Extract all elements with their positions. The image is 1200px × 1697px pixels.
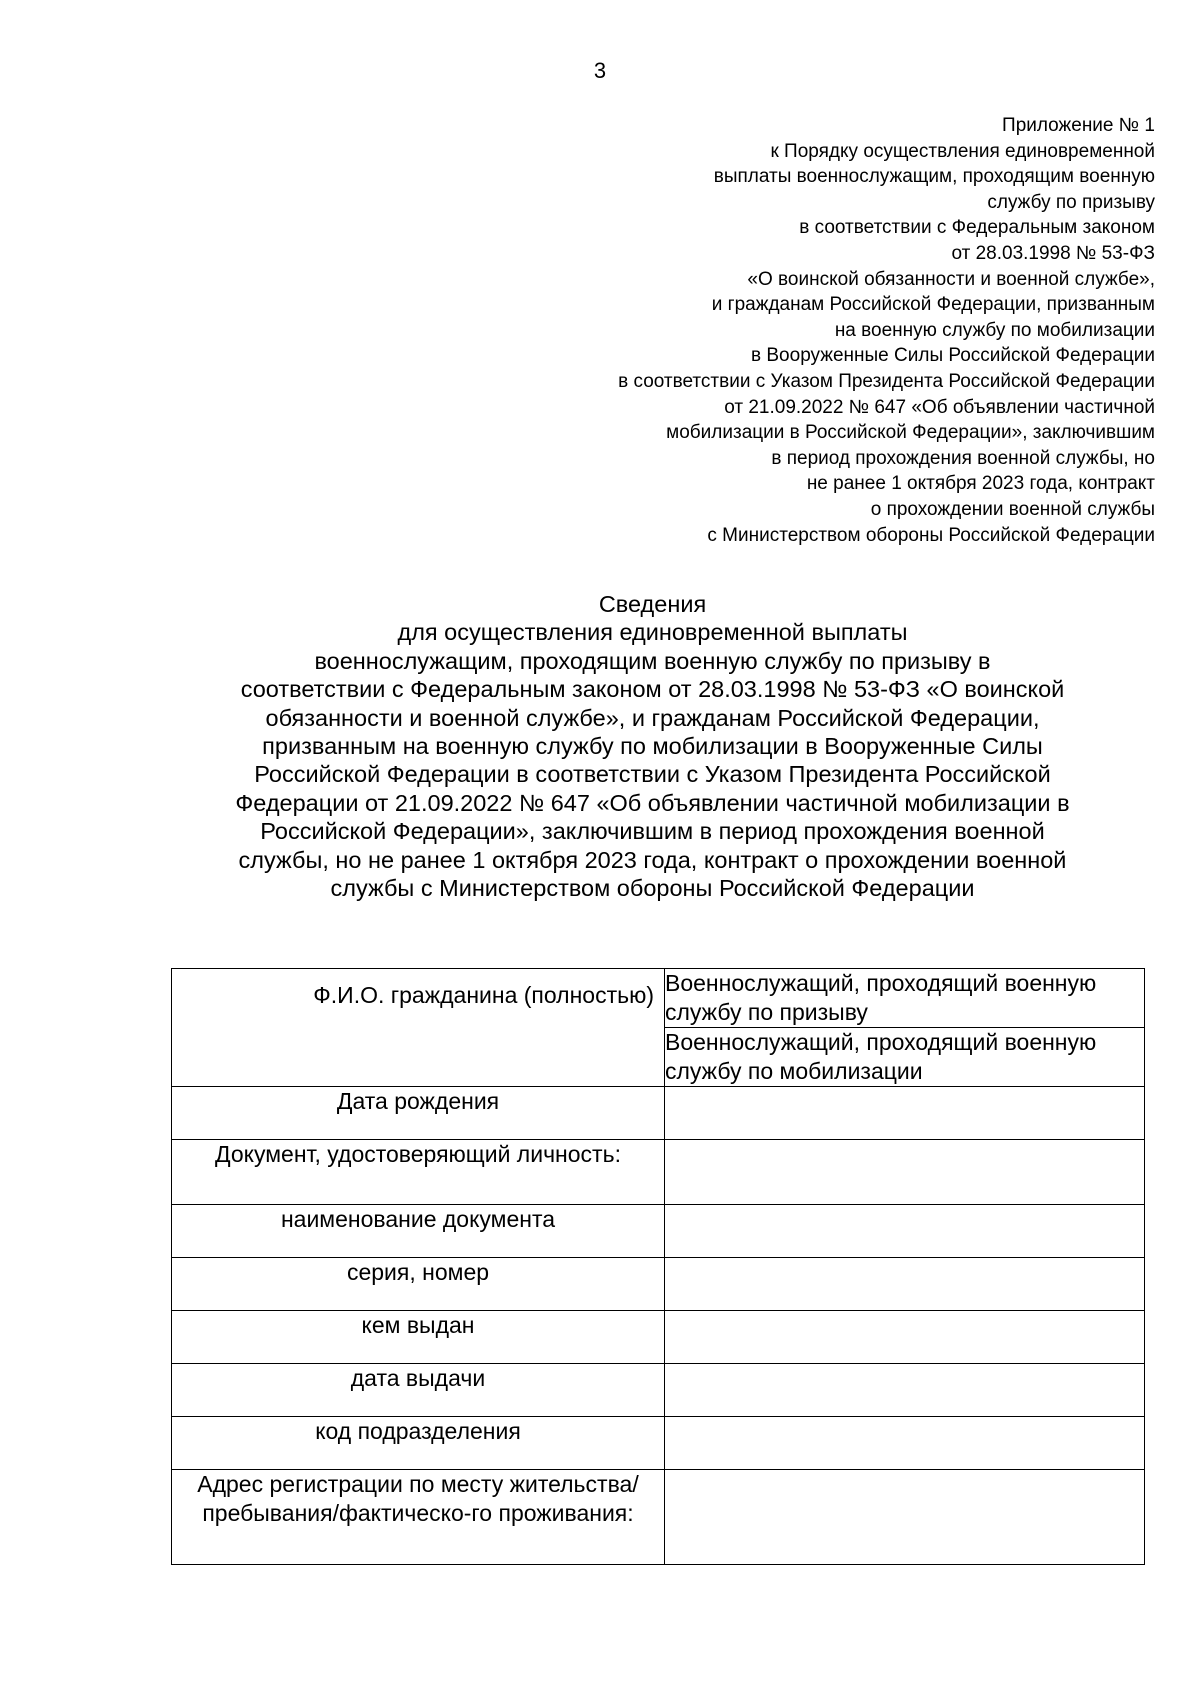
- row-label-issued-by: кем выдан: [172, 1311, 665, 1364]
- title-line: Сведения: [598, 591, 707, 617]
- info-form-table: [171, 968, 1145, 1565]
- title-line: Федерации от 21.09.2022 № 647 «Об объявлении частичной мобилизации в: [235, 789, 1070, 816]
- table-row: [172, 1205, 1145, 1258]
- fio-label: Ф.И.О. гражданина (полностью): [172, 969, 665, 1087]
- title-line: военнослужащим, проходящим военную службу по призыву в: [314, 647, 991, 674]
- page-number: 3: [593, 58, 607, 83]
- appendix-line: на военную службу по мобилизации: [834, 319, 1155, 341]
- table-row: [172, 1417, 1145, 1470]
- document-name-field[interactable]: [665, 1205, 1145, 1258]
- division-code-field[interactable]: [665, 1417, 1145, 1470]
- appendix-header: [420, 113, 1155, 548]
- table-row: [172, 1470, 1145, 1565]
- series-number-field[interactable]: [665, 1258, 1145, 1311]
- title-line: Российской Федерации в соответствии с Указом Президента Российской: [254, 761, 1051, 788]
- appendix-line: от 28.03.1998 № 53-ФЗ: [951, 242, 1155, 264]
- appendix-line: к Порядку осуществления единовременной: [770, 140, 1155, 162]
- table-row: [172, 1087, 1145, 1140]
- title-line: службы, но не ранее 1 октября 2023 года, контракт о прохождении военной: [238, 846, 1067, 873]
- appendix-line: Приложение № 1: [1002, 115, 1155, 136]
- issue-date-field[interactable]: [665, 1364, 1145, 1417]
- title-line: службы с Министерством обороны Российской Федерации: [330, 875, 975, 902]
- appendix-line: выплаты военнослужащим, проходящим военную: [713, 166, 1155, 188]
- table-row: [172, 1258, 1145, 1311]
- row-label-issue-date: дата выдачи: [172, 1364, 665, 1417]
- appendix-line: с Министерством обороны Российской Федерации: [707, 524, 1155, 546]
- identity-document-field[interactable]: [665, 1140, 1145, 1205]
- address-field[interactable]: [665, 1470, 1145, 1565]
- table-row: [172, 1311, 1145, 1364]
- appendix-line: в Вооруженные Силы Российской Федерации: [751, 345, 1155, 367]
- title-line: соответствии с Федеральным законом от 28.03.1998 № 53-ФЗ «О воинской: [240, 676, 1065, 703]
- row-label-division-code: код подразделения: [172, 1417, 665, 1470]
- appendix-line: в соответствии с Указом Президента Российской Федерации: [618, 370, 1155, 392]
- appendix-line: мобилизации в Российской Федерации», заключившим: [666, 422, 1155, 444]
- row-label-identity-document: Документ, удостоверяющий личность:: [172, 1140, 665, 1205]
- appendix-line: не ранее 1 октября 2023 года, контракт: [806, 473, 1155, 495]
- appendix-line: от 21.09.2022 № 647 «Об объявлении частичной: [724, 396, 1155, 418]
- appendix-line: службу по призыву: [987, 191, 1155, 213]
- table-row: [172, 1364, 1145, 1417]
- row-label-series-number: серия, номер: [172, 1258, 665, 1311]
- fio-option-mobilization[interactable]: Военнослужащий, проходящий военную службу по мобилизации: [665, 1028, 1145, 1087]
- fio-option-conscription[interactable]: Военнослужащий, проходящий военную службу по призыву: [665, 969, 1145, 1028]
- appendix-line: о прохождении военной службы: [870, 498, 1155, 520]
- appendix-line: и гражданам Российской Федерации, призванным: [711, 294, 1155, 316]
- title-line: для осуществления единовременной выплаты: [397, 619, 908, 646]
- table-row: [172, 969, 1145, 1028]
- title-line: призванным на военную службу по мобилизации в Вооруженные Силы: [262, 733, 1043, 760]
- appendix-line: в соответствии с Федеральным законом: [799, 217, 1155, 239]
- appendix-line: в период прохождения военной службы, но: [771, 447, 1155, 469]
- row-label-document-name: наименование документа: [172, 1205, 665, 1258]
- appendix-line: «О воинской обязанности и военной службе»,: [747, 268, 1155, 290]
- document-title: [150, 590, 1155, 902]
- table-row: [172, 1140, 1145, 1205]
- row-label-address: Адрес регистрации по месту жительства/пребывания/фактическо-го проживания:: [172, 1470, 665, 1565]
- birth-date-field[interactable]: [665, 1087, 1145, 1140]
- title-line: Российской Федерации», заключившим в период прохождения военной: [260, 818, 1045, 845]
- row-label-birth-date: Дата рождения: [172, 1087, 665, 1140]
- issued-by-field[interactable]: [665, 1311, 1145, 1364]
- title-line: обязанности и военной службе», и гражданам Российской Федерации,: [265, 704, 1040, 731]
